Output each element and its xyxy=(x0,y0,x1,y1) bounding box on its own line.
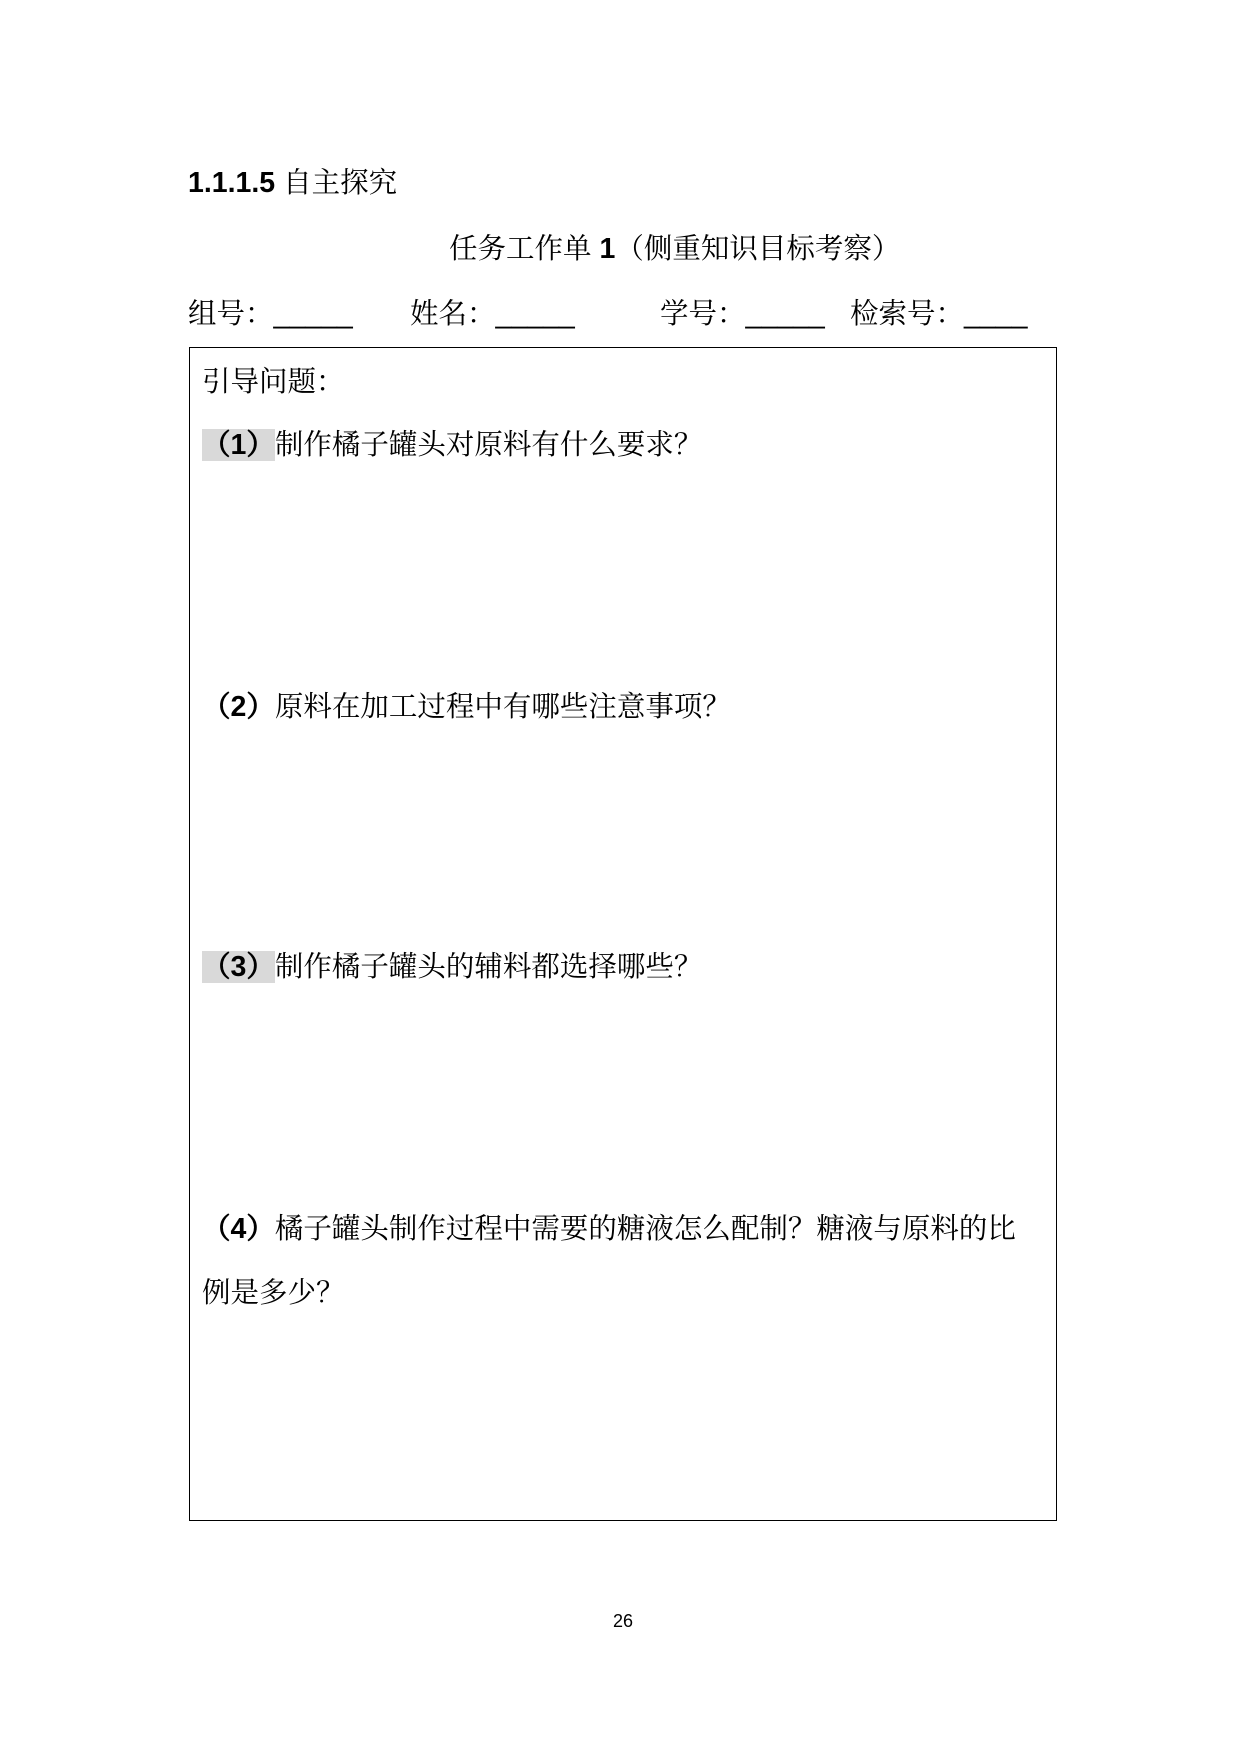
student-id-blank: _____ xyxy=(745,298,825,330)
question-1-text: 制作橘子罐头对原料有什么要求？ xyxy=(274,429,703,461)
question-4-text: 橘子罐头制作过程中需要的糖液怎么配制？糖液与原料的比例是多少？ xyxy=(202,1213,1016,1309)
page-number: 26 xyxy=(612,1611,634,1631)
question-1-label: （1） xyxy=(202,429,275,461)
section-heading xyxy=(188,166,397,200)
worksheet-number: 1 xyxy=(599,233,616,265)
worksheet-title-text: 任务工作单 xyxy=(449,233,592,265)
question-3 xyxy=(202,950,702,984)
search-id-blank: ____ xyxy=(964,298,1028,330)
search-id-label: 检索号： xyxy=(850,298,965,330)
question-3-label: （3） xyxy=(202,951,275,983)
student-id-label: 学号： xyxy=(660,298,746,330)
worksheet-subtitle: （侧重知识目标考察） xyxy=(615,233,901,265)
question-2-label: （2） xyxy=(202,691,275,723)
name-blank: _____ xyxy=(495,298,575,330)
section-number: 1.1.1.5 xyxy=(188,167,276,199)
info-field-name xyxy=(410,297,575,331)
guide-questions-box xyxy=(189,347,1057,1521)
group-number-label: 组号： xyxy=(188,298,274,330)
guide-heading: 引导问题： xyxy=(202,366,345,398)
question-4 xyxy=(202,1197,1032,1325)
group-number-blank: _____ xyxy=(273,298,353,330)
info-field-group xyxy=(188,297,353,331)
worksheet-title xyxy=(449,232,900,266)
info-field-search-id xyxy=(850,297,1027,331)
info-field-student-id xyxy=(660,297,825,331)
question-2 xyxy=(202,690,731,724)
name-label: 姓名： xyxy=(410,298,496,330)
question-4-label: （4） xyxy=(202,1213,275,1245)
question-1 xyxy=(202,428,702,462)
section-title: 自主探究 xyxy=(283,167,398,199)
question-3-text: 制作橘子罐头的辅料都选择哪些？ xyxy=(274,951,703,983)
question-2-text: 原料在加工过程中有哪些注意事项？ xyxy=(274,691,731,723)
